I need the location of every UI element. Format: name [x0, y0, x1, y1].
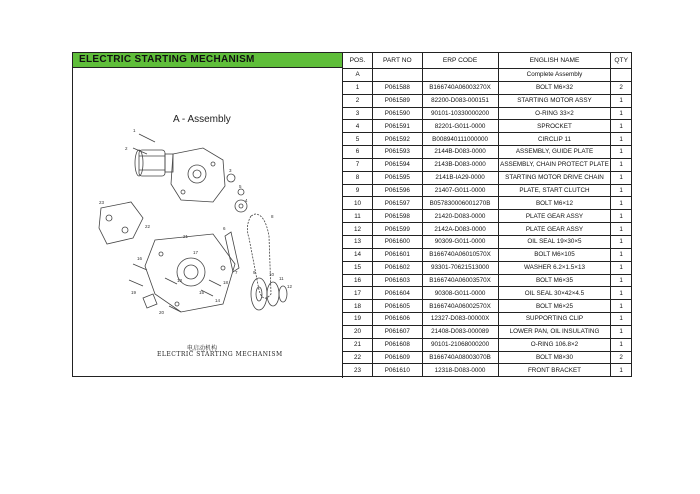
plate-gear-part: [251, 278, 287, 310]
cell-pos: 12: [343, 223, 373, 236]
cell-pos: 20: [343, 325, 373, 338]
table-row: [343, 223, 631, 236]
cell-part-no: P061588: [373, 81, 422, 94]
drive-chain-part: [247, 214, 271, 298]
cell-pos: 11: [343, 210, 373, 223]
cell-pos: 21: [343, 338, 373, 351]
cell-erp-code: 2143B-D083-0000: [422, 158, 498, 171]
cell-qty: 1: [611, 274, 631, 287]
cell-pos: 1: [343, 81, 373, 94]
table-row: [343, 120, 631, 133]
cell-pos: 19: [343, 313, 373, 326]
cell-pos: 8: [343, 171, 373, 184]
cell-erp-code: 21420-D083-0000: [422, 210, 498, 223]
cell-part-no: P061606: [373, 313, 422, 326]
svg-text:9: 9: [253, 270, 256, 275]
table-row: [343, 364, 631, 376]
cell-english-name: BOLT M6×25: [498, 300, 611, 313]
table-row: [343, 287, 631, 300]
cell-pos: 2: [343, 94, 373, 107]
cell-pos: 14: [343, 248, 373, 261]
cell-part-no: P061598: [373, 210, 422, 223]
cell-qty: 1: [611, 171, 631, 184]
cell-english-name: BOLT M8×30: [498, 351, 611, 364]
cell-part-no: P061595: [373, 171, 422, 184]
cell-english-name: BOLT M6×32: [498, 81, 611, 94]
cell-pos: 17: [343, 287, 373, 300]
assembly-title: A - Assembly: [173, 114, 231, 125]
header-pos: POS.: [343, 53, 373, 69]
cell-english-name: CIRCLIP 11: [498, 133, 611, 146]
cell-erp-code: 21408-D083-000089: [422, 325, 498, 338]
exploded-view-drawing: [73, 68, 343, 378]
svg-text:1: 1: [133, 128, 136, 133]
cell-qty: 1: [611, 313, 631, 326]
parts-sheet: [72, 52, 632, 377]
guide-plate-part: [225, 232, 239, 272]
svg-text:18: 18: [223, 280, 229, 285]
cell-qty: 1: [611, 210, 631, 223]
table-row: [343, 300, 631, 313]
cell-english-name: WASHER 6.2×1.5×13: [498, 261, 611, 274]
cell-erp-code: 90308-G011-0000: [422, 287, 498, 300]
cell-part-no: P061599: [373, 223, 422, 236]
svg-text:2: 2: [125, 146, 128, 151]
cell-part-no: P061602: [373, 261, 422, 274]
cell-erp-code: 82200-D083-000151: [422, 94, 498, 107]
table-row: [343, 338, 631, 351]
svg-text:7: 7: [235, 270, 238, 275]
svg-text:11: 11: [279, 276, 284, 281]
cell-qty: 1: [611, 94, 631, 107]
cell-part-no: P061597: [373, 197, 422, 210]
cover-part: [145, 234, 235, 312]
table-row: [343, 184, 631, 197]
svg-text:19: 19: [131, 290, 137, 295]
table-row: [343, 325, 631, 338]
cell-qty: 2: [611, 351, 631, 364]
cell-erp-code: B057830006001270B: [422, 197, 498, 210]
svg-text:16: 16: [137, 256, 143, 261]
cell-english-name: OIL SEAL 19×30×5: [498, 235, 611, 248]
table-row: [343, 313, 631, 326]
cell-english-name: STARTING MOTOR ASSY: [498, 94, 611, 107]
o-ring-part: [227, 174, 235, 182]
cell-erp-code: 12318-D083-0000: [422, 364, 498, 376]
supporting-clip-part: [143, 294, 157, 308]
cell-erp-code: B166740A06002570X: [422, 300, 498, 313]
cell-pos: A: [343, 69, 373, 82]
svg-text:10: 10: [269, 272, 275, 277]
table-row: [343, 210, 631, 223]
cell-erp-code: 2141B-IA29-0000: [422, 171, 498, 184]
cell-erp-code: 90101-10330000200: [422, 107, 498, 120]
cell-erp-code: B166740A08003070B: [422, 351, 498, 364]
cell-qty: 1: [611, 248, 631, 261]
table-row: [343, 146, 631, 159]
cell-erp-code: 93301-70621513000: [422, 261, 498, 274]
cell-part-no: P061605: [373, 300, 422, 313]
header-english-name: ENGLISH NAME: [498, 53, 611, 69]
cell-pos: 5: [343, 133, 373, 146]
table-row: [343, 94, 631, 107]
svg-text:23: 23: [99, 200, 105, 205]
cell-english-name: SUPPORTING CLIP: [498, 313, 611, 326]
cell-english-name: ASSEMBLY, CHAIN PROTECT PLATE: [498, 158, 611, 171]
circlip-part: [238, 189, 244, 195]
cell-qty: 1: [611, 300, 631, 313]
cell-qty: 1: [611, 184, 631, 197]
cell-qty: 1: [611, 146, 631, 159]
table-row: [343, 197, 631, 210]
cell-qty: 1: [619, 366, 623, 374]
cell-qty: [611, 69, 631, 82]
cell-erp-code: B166740A06003570X: [422, 274, 498, 287]
svg-text:15: 15: [199, 290, 205, 295]
cell-english-name: O-RING 33×2: [498, 107, 611, 120]
cell-erp-code: 12327-D083-00000X: [422, 313, 498, 326]
cell-part-no: P061607: [373, 325, 422, 338]
cell-english-name: PLATE, START CLUTCH: [498, 184, 611, 197]
table-row: [343, 261, 631, 274]
table-row: [343, 69, 631, 82]
cell-erp-code: B166740A06010570X: [422, 248, 498, 261]
cell-erp-code: 90101-21068000200: [422, 338, 498, 351]
table-header-row: [343, 53, 631, 69]
cell-erp-code: 90309-G011-0000: [422, 235, 498, 248]
housing-part: [171, 148, 225, 202]
svg-text:8: 8: [271, 214, 274, 219]
cell-english-name: O-RING 106.8×2: [498, 338, 611, 351]
cell-english-name: BOLT M6×35: [498, 274, 611, 287]
cell-part-no: P061608: [373, 338, 422, 351]
cell-qty: 1: [611, 158, 631, 171]
table-row: [343, 158, 631, 171]
cell-pos: 10: [343, 197, 373, 210]
cell-qty: 1: [611, 107, 631, 120]
cell-part-no: P061592: [373, 133, 422, 146]
cell-erp-code: 2142A-D083-0000: [422, 223, 498, 236]
cell-english-name: LOWER PAN, OIL INSULATING: [498, 325, 611, 338]
header-erp-code: ERP CODE: [422, 53, 498, 69]
table-row: [343, 81, 631, 94]
cell-qty: 1: [611, 197, 631, 210]
cell-qty: 1: [611, 120, 631, 133]
cell-qty: 1: [611, 133, 631, 146]
cell-part-no: [373, 69, 422, 82]
cell-qty: 1: [611, 223, 631, 236]
cell-english-name: OIL SEAL 30×42×4.5: [498, 287, 611, 300]
cell-part-no: P061603: [373, 274, 422, 287]
cell-pos: 23: [343, 364, 373, 376]
cell-qty: 1: [611, 338, 631, 351]
table-row: [343, 107, 631, 120]
cell-erp-code: 2144B-D083-0000: [422, 146, 498, 159]
front-bracket-part: [99, 202, 143, 244]
svg-text:4: 4: [245, 198, 248, 203]
cell-qty: 1: [611, 287, 631, 300]
cell-erp-code: B166740A06003270X: [422, 81, 498, 94]
cell-english-name: STARTING MOTOR DRIVE CHAIN: [498, 171, 611, 184]
table-row: [343, 133, 631, 146]
header-part-no: PART NO: [373, 53, 422, 69]
svg-text:22: 22: [145, 224, 151, 229]
table-row: [343, 235, 631, 248]
diagram-caption-english: ELECTRIC STARTING MECHANISM: [157, 351, 283, 358]
cell-pos: 18: [343, 300, 373, 313]
cell-english-name: SPROCKET: [498, 120, 611, 133]
starting-motor-part: [135, 150, 173, 176]
parts-table: [343, 53, 631, 376]
cell-pos: 7: [343, 158, 373, 171]
cell-pos: 6: [343, 146, 373, 159]
header-qty: QTY: [611, 53, 631, 69]
diagram-caption-chinese: 电启动机构: [187, 345, 218, 352]
cell-pos: 4: [343, 120, 373, 133]
table-row: [343, 248, 631, 261]
cell-english-name: BOLT M6×105: [498, 248, 611, 261]
svg-text:21: 21: [183, 234, 189, 239]
table-row: [343, 274, 631, 287]
cell-english-name: BOLT M6×12: [498, 197, 611, 210]
svg-text:3: 3: [229, 168, 232, 173]
cell-english-name: PLATE GEAR ASSY: [498, 210, 611, 223]
exploded-diagram: [73, 68, 343, 378]
cell-erp-code: 21407-G011-0000: [422, 184, 498, 197]
cell-qty: 1: [611, 325, 631, 338]
svg-text:13: 13: [177, 278, 183, 283]
cell-part-no: P061610: [373, 364, 422, 376]
cell-part-no: P061600: [373, 235, 422, 248]
cell-qty: 2: [611, 81, 631, 94]
cell-qty: 1: [611, 261, 631, 274]
title-bar: [73, 53, 343, 68]
cell-part-no: P061596: [373, 184, 422, 197]
cell-part-no: P061590: [373, 107, 422, 120]
bolt-part: [133, 134, 155, 154]
cell-english-name: FRONT BRACKET: [498, 364, 611, 376]
svg-text:14: 14: [215, 298, 221, 303]
cell-part-no: P061594: [373, 158, 422, 171]
cell-pos: 22: [343, 351, 373, 364]
cell-english-name: PLATE GEAR ASSY: [498, 223, 611, 236]
cell-qty: 1: [611, 235, 631, 248]
cell-english-name: Complete Assembly: [498, 69, 611, 82]
table-row: [343, 351, 631, 364]
svg-text:12: 12: [287, 284, 293, 289]
cell-pos: 15: [343, 261, 373, 274]
bolt-part: [129, 264, 147, 286]
sheet-title: ELECTRIC STARTING MECHANISM: [79, 54, 255, 65]
cell-pos: 16: [343, 274, 373, 287]
cell-part-no: P061591: [373, 120, 422, 133]
svg-text:5: 5: [239, 184, 242, 189]
cell-english-name: ASSEMBLY, GUIDE PLATE: [498, 146, 611, 159]
cell-pos: 13: [343, 235, 373, 248]
cell-part-no: P061593: [373, 146, 422, 159]
cell-erp-code: B008940111000000: [422, 133, 498, 146]
svg-text:20: 20: [159, 310, 165, 315]
cell-pos: 9: [343, 184, 373, 197]
cell-part-no: P061609: [373, 351, 422, 364]
svg-text:6: 6: [223, 226, 226, 231]
cell-erp-code: 82201-G011-0000: [422, 120, 498, 133]
cell-erp-code: [422, 69, 498, 82]
table-row: [343, 171, 631, 184]
cell-part-no: P061589: [373, 94, 422, 107]
cell-part-no: P061604: [373, 287, 422, 300]
svg-text:17: 17: [193, 250, 199, 255]
cell-pos: 3: [343, 107, 373, 120]
cell-part-no: P061601: [373, 248, 422, 261]
